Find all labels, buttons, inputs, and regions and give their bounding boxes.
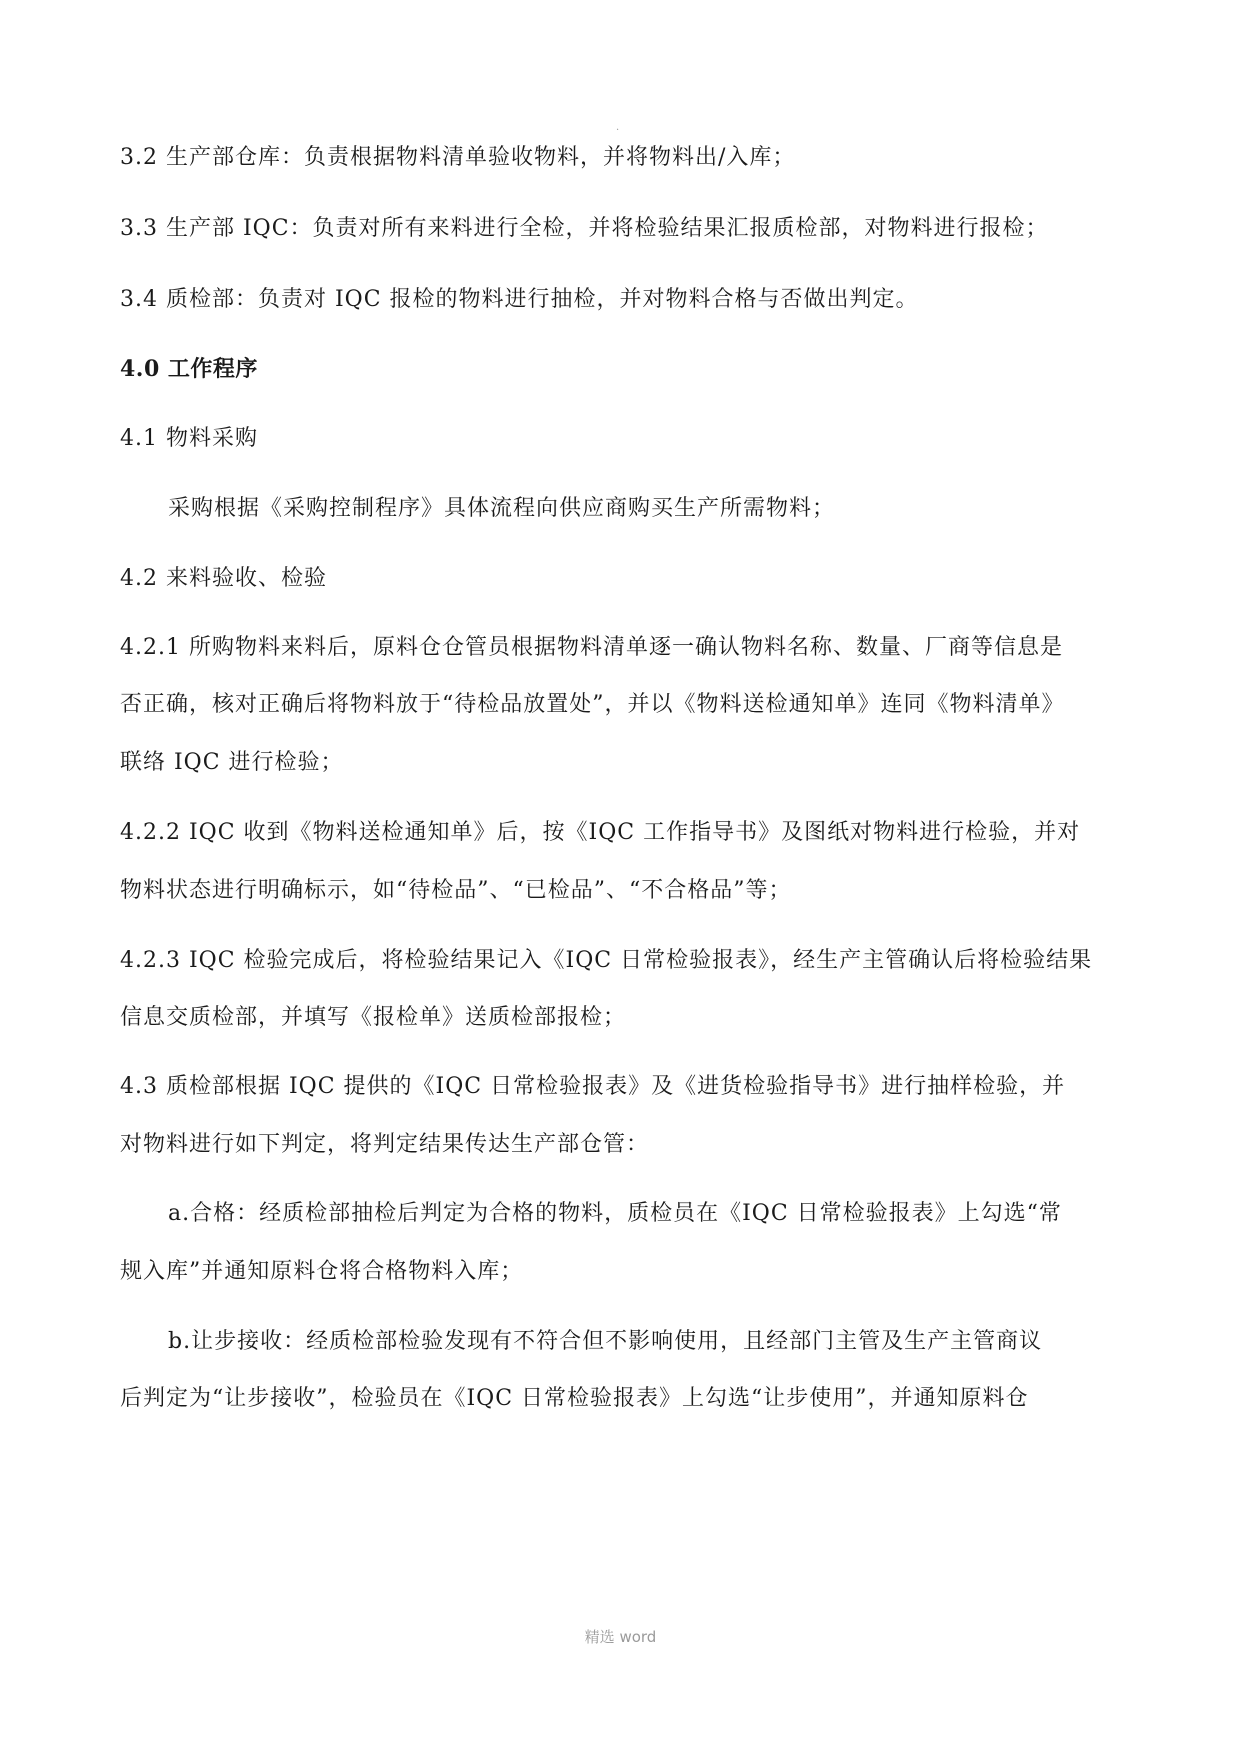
- clause-4-2-2-line-2: 物料状态进行明确标示，如“待检品”、“已检品”、“不合格品”等；: [120, 878, 792, 903]
- header-mark: .: [616, 122, 620, 133]
- item-b-line-1: b.让步接收：经质检部检验发现有不符合但不影响使用，且经部门主管及生产主管商议: [168, 1329, 1043, 1354]
- clause-4-3-line-1: 4.3 质检部根据 IQC 提供的《IQC 日常检验报表》及《进货检验指导书》进行抽样检验，并: [120, 1074, 1066, 1099]
- section-heading-4-0: 4.0 工作程序: [120, 356, 258, 382]
- clause-4-3-line-2: 对物料进行如下判定，将判定结果传达生产部仓管：: [120, 1132, 650, 1157]
- clause-4-2: 4.2 来料验收、检验: [120, 566, 327, 591]
- clause-3-3: 3.3 生产部 IQC：负责对所有来料进行全检，并将检验结果汇报质检部，对物料进行报检；: [120, 216, 1049, 241]
- clause-4-2-1-line-1: 4.2.1 所购物料来料后，原料仓仓管员根据物料清单逐一确认物料名称、数量、厂商等信息是: [120, 635, 1063, 660]
- clause-4-1: 4.1 物料采购: [120, 426, 258, 451]
- clause-4-2-2-line-1: 4.2.2 IQC 收到《物料送检通知单》后，按《IQC 工作指导书》及图纸对物料进行检验，并对: [120, 820, 1081, 845]
- clause-4-2-3-line-2: 信息交质检部，并填写《报检单》送质检部报检；: [120, 1005, 627, 1030]
- clause-3-4: 3.4 质检部：负责对 IQC 报检的物料进行抽检，并对物料合格与否做出判定。: [120, 287, 919, 312]
- clause-4-1-text: 采购根据《采购控制程序》具体流程向供应商购买生产所需物料；: [168, 496, 836, 521]
- clause-4-2-1-line-3: 联络 IQC 进行检验；: [120, 750, 344, 775]
- item-a-line-1: a.合格：经质检部抽检后判定为合格的物料，质检员在《IQC 日常检验报表》上勾选“常: [168, 1201, 1062, 1226]
- item-a-line-2: 规入库”并通知原料仓将合格物料入库；: [120, 1259, 524, 1284]
- item-b-line-2: 后判定为“让步接收”，检验员在《IQC 日常检验报表》上勾选“让步使用”，并通知原料仓: [120, 1386, 1029, 1411]
- clause-3-2: 3.2 生产部仓库：负责根据物料清单验收物料，并将物料出/入库；: [120, 145, 796, 170]
- clause-4-2-1-line-2: 否正确，核对正确后将物料放于“待检品放置处”，并以《物料送检通知单》连同《物料清单》: [120, 692, 1065, 717]
- page-footer: 精选 word: [584, 1628, 657, 1646]
- clause-4-2-3-line-1: 4.2.3 IQC 检验完成后，将检验结果记入《IQC 日常检验报表》，经生产主管确认后将检验结果: [120, 948, 1093, 973]
